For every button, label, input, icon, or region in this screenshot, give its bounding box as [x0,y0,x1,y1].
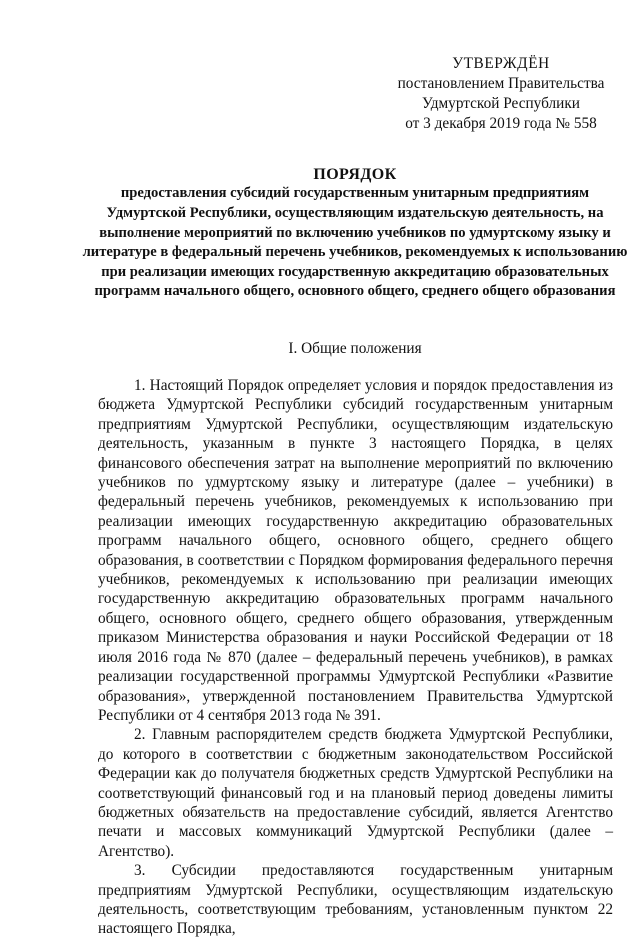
approval-date: от 3 декабря 2019 года № 558 [405,115,597,132]
paragraph: 2. Главным распорядителем средств бюджета Удмуртской Республики, до которого в соответствии с бюджетным законодательством Российской Федерации как до получателя бюджетных средств Удмуртской Республики на соответствующий финансовый год и на плановый период доведены лимиты бюджетных обязательств на предоставление субсидий, является Агентство печати и массовых коммуникаций Удмуртской Республики (далее – Агентство). [98,726,613,860]
paragraph: 3. Субсидии предоставляются государственным унитарным предприятиям Удмуртской Республики, осуществляющим издательскую деятельность, соответствующим требованиям, установленным пунктом 22 настоящего Порядка, [98,862,613,938]
title-heading: ПОРЯДОК [313,166,397,183]
approval-stamp: УТВЕРЖДЁН [452,55,550,72]
section-heading: I. Общие положения [288,340,422,357]
approval-line: Удмуртской Республики [422,95,580,112]
document-title [80,165,630,302]
approval-line: постановлением Правительства [397,75,605,92]
approval-block [386,54,616,134]
paragraph: 1. Настоящий Порядок определяет условия и порядок предоставления из бюджета Удмуртской Республики субсидий государственным унитарным предприятиям Удмуртской Республики, осуществляющим издательскую деятельность, указанным в пункте 3 настоящего Порядка, в целях финансового обеспечения затрат на выполнение мероприятий по включению учебников по удмуртскому языку и литературе (далее – учебники) в федеральный перечень учебников, рекомендуемых к использованию при реализации имеющих государственную аккредитацию образовательных программ начального общего, основного общего, среднего общего образования, в соответствии с Порядком формирования федерального перечня учебников, рекомендуемых к использованию при реализации имеющих государственную аккредитацию образовательных программ начального общего, основного общего, среднего общего образования, утвержденным приказом Министерства образования и науки Российской Федерации от 18 июля 2016 года № 870 (далее – федеральный перечень учебников), в рамках реализации государственной программы Удмуртской Республики «Развитие образования», утвержденной постановлением Правительства Удмуртской Республики от 4 сентября 2013 года № 391. [98,377,613,724]
title-subtitle: предоставления субсидий государственным унитарным предприятиям Удмуртской Республики, осуществляющим издательскую деятельность, на выполнение мероприятий по включению учебников по удмуртскому языку и литературе в федеральный перечень учебников, рекомендуемых к использованию при реализации имеющих государственную аккредитацию образовательных программ начального общего, основного общего, среднего общего образования [82,185,628,300]
document-body [98,376,613,939]
